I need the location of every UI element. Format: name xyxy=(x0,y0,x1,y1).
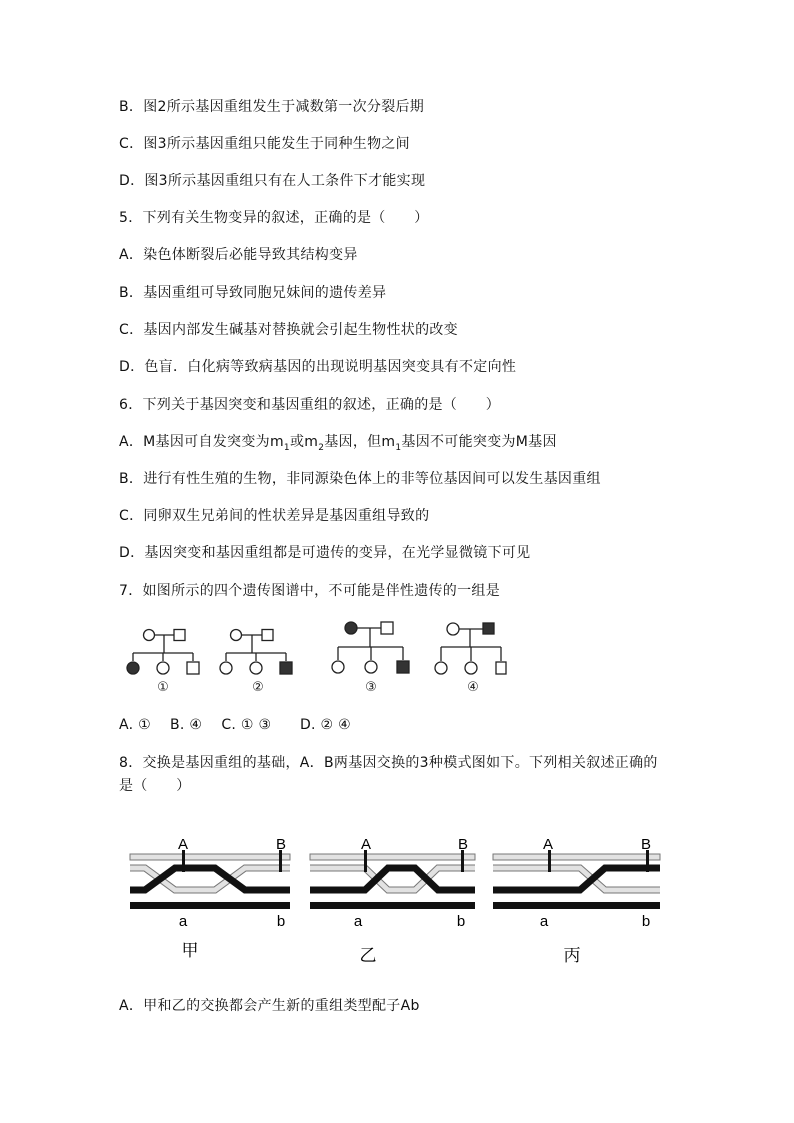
crossover-panel-yi xyxy=(310,836,475,966)
crossover-panel-bing xyxy=(493,836,660,966)
q4-option-d: D．图3所示基因重组只有在人工条件下才能实现 xyxy=(119,173,426,189)
pedigree-2 xyxy=(220,630,292,675)
q6-option-d: D．基因突变和基因重组都是可遗传的变异，在光学显微镜下可见 xyxy=(119,545,531,561)
gene-B-bing: B xyxy=(640,836,652,853)
pedigree-label-4: ④ xyxy=(467,680,479,695)
pedigree-1 xyxy=(127,630,199,675)
q8-option-a: A．甲和乙的交换都会产生新的重组类型配子Ab xyxy=(119,998,420,1014)
pedigree-label-3: ③ xyxy=(365,680,377,695)
gene-B-yi: B xyxy=(457,836,469,853)
q5-option-c: C．基因内部发生碱基对替换就会引起生物性状的改变 xyxy=(119,322,458,338)
caption-bing: 丙 xyxy=(563,946,581,966)
question-5: 5．下列有关生物变异的叙述，正确的是（ ） xyxy=(119,210,429,226)
caption-jia: 甲 xyxy=(181,941,199,961)
gene-b-yi: b xyxy=(456,913,466,930)
gene-a-jia: a xyxy=(178,913,188,930)
pedigree-label-1: ① xyxy=(157,680,169,695)
gene-b-bing: b xyxy=(641,913,651,930)
q5-option-d: D．色盲．白化病等致病基因的出现说明基因突变具有不定向性 xyxy=(119,359,517,375)
caption-yi: 乙 xyxy=(359,946,377,966)
pedigree-3 xyxy=(332,622,409,673)
crossover-panel-jia xyxy=(130,836,290,961)
question-8-line-2: 是（ ） xyxy=(119,778,191,794)
pedigree-4 xyxy=(435,623,506,674)
q7-options: A. ① B. ④ C. ① ③ D. ② ④ xyxy=(119,717,351,733)
pedigree-label-2: ② xyxy=(252,680,264,695)
q5-option-a: A．染色体断裂后必能导致其结构变异 xyxy=(119,247,358,263)
q4-option-c: C．图3所示基因重组只能发生于同种生物之间 xyxy=(119,136,410,152)
gene-a-bing: a xyxy=(539,913,549,930)
gene-A-yi: A xyxy=(360,836,372,853)
q6-option-c: C．同卵双生兄弟间的性状差异是基因重组导致的 xyxy=(119,508,430,524)
q6-option-b: B．进行有性生殖的生物，非同源染色体上的非等位基因间可以发生基因重组 xyxy=(119,471,601,487)
q4-option-b: B．图2所示基因重组发生于减数第一次分裂后期 xyxy=(119,99,425,115)
q5-option-b: B．基因重组可导致同胞兄妹间的遗传差异 xyxy=(119,285,387,301)
question-7: 7．如图所示的四个遗传图谱中，不可能是伴性遗传的一组是 xyxy=(119,583,501,599)
q6-option-a: A．M基因可自发突变为$m_1$或$m_2$基因，但$m_1$基因不可能突变为M基因 xyxy=(119,434,557,453)
question-6: 6．下列关于基因突变和基因重组的叙述，正确的是（ ） xyxy=(119,397,501,413)
gene-B-jia: B xyxy=(275,836,287,853)
gene-b-jia: b xyxy=(276,913,286,930)
gene-A-jia: A xyxy=(177,836,189,853)
gene-a-yi: a xyxy=(353,913,363,930)
gene-A-bing: A xyxy=(542,836,554,853)
question-8-line-1: 8．交换是基因重组的基础，A．B两基因交换的3种模式图如下。下列相关叙述正确的 xyxy=(119,755,658,771)
crossover-figure xyxy=(125,828,670,973)
pedigree-figure xyxy=(118,618,518,698)
